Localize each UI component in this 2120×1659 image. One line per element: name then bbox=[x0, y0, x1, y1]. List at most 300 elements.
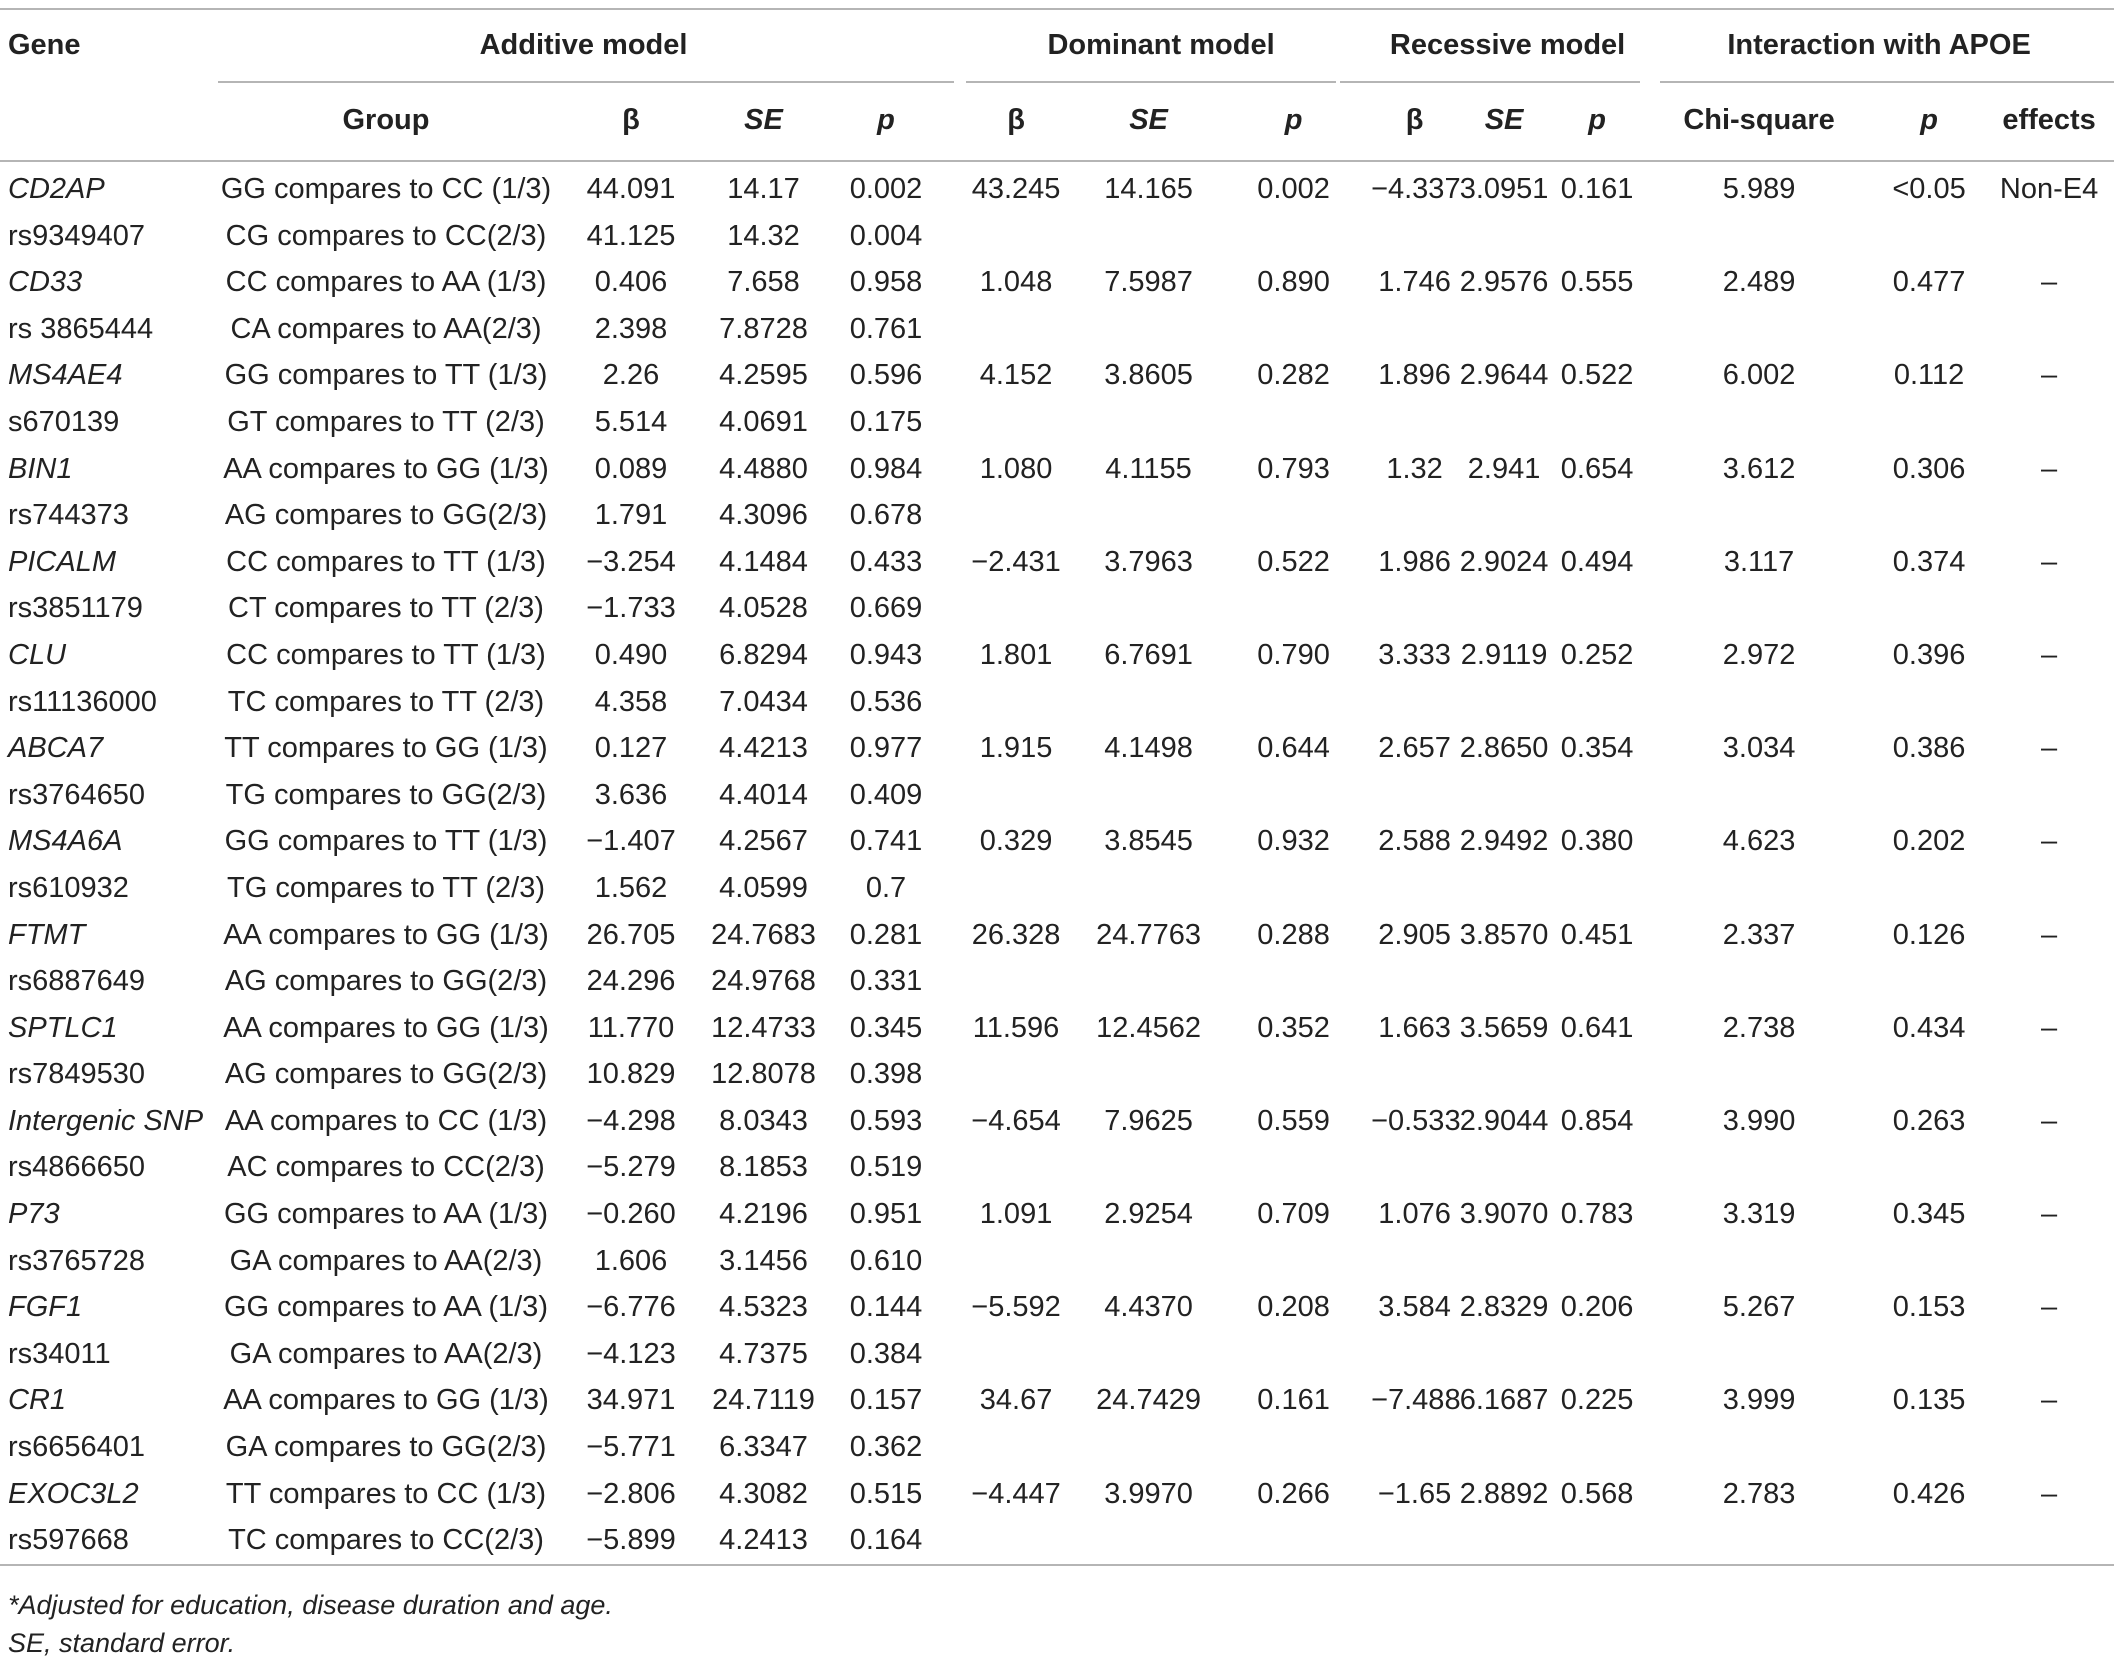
group-cell: TC compares to TT (2/3) bbox=[227, 685, 545, 718]
recessive-se-cell bbox=[1458, 1517, 1550, 1565]
additive-beta-cell: −4.298 bbox=[586, 1104, 676, 1137]
group-cell: GA compares to AA(2/3) bbox=[229, 1244, 543, 1277]
interaction-p-cell bbox=[1874, 772, 1984, 819]
dominant-p-cell: 0.208 bbox=[1257, 1291, 1330, 1324]
dominant-p-cell bbox=[1216, 1238, 1371, 1285]
table-row bbox=[0, 958, 2114, 1005]
dominant-se-cell bbox=[1081, 679, 1216, 726]
recessive-p-cell: 0.225 bbox=[1560, 1384, 1634, 1417]
dominant-se-cell: 2.9254 bbox=[1104, 1198, 1193, 1231]
additive-beta-cell: −2.806 bbox=[586, 1477, 676, 1510]
recessive-p-cell: 0.641 bbox=[1560, 1011, 1634, 1044]
table-row bbox=[0, 1005, 2114, 1052]
gene-subheader-blank bbox=[0, 80, 216, 161]
recessive-se-cell: 3.5659 bbox=[1459, 1011, 1549, 1044]
gene-cell: MS4A6A bbox=[8, 825, 123, 858]
chi-square-cell bbox=[1644, 865, 1874, 912]
additive-se-cell: 4.0528 bbox=[719, 592, 808, 625]
additive-se-cell: 24.7683 bbox=[711, 918, 816, 951]
recessive-beta-cell: 1.076 bbox=[1378, 1198, 1451, 1231]
gene-cell: FGF1 bbox=[8, 1291, 83, 1324]
effects-cell: – bbox=[2041, 545, 2058, 578]
gene-cell: rs744373 bbox=[8, 499, 129, 532]
additive-beta-cell: 5.514 bbox=[594, 405, 668, 438]
table-row bbox=[0, 306, 2114, 353]
dominant-se-cell: 24.7763 bbox=[1096, 918, 1201, 951]
group-cell: CG compares to CC(2/3) bbox=[225, 219, 547, 252]
additive-p-cell: 0.433 bbox=[849, 545, 923, 578]
additive-beta-cell: 2.26 bbox=[602, 359, 660, 392]
group-cell: TG compares to GG(2/3) bbox=[225, 778, 547, 811]
recessive-se-cell bbox=[1458, 1331, 1550, 1378]
dominant-beta-cell bbox=[951, 772, 1081, 819]
group-cell: GG compares to TT (1/3) bbox=[224, 359, 548, 392]
additive-beta-cell: −3.254 bbox=[586, 545, 676, 578]
group-cell: CC compares to TT (1/3) bbox=[226, 638, 546, 671]
chi-square-cell bbox=[1644, 399, 1874, 446]
interaction-p-cell bbox=[1874, 213, 1984, 260]
additive-group-rule bbox=[218, 81, 954, 83]
recessive-se-cell: 3.8570 bbox=[1459, 918, 1549, 951]
gene-cell: rs 3865444 bbox=[8, 312, 154, 345]
recessive-beta-cell bbox=[1371, 865, 1458, 912]
group-cell: TG compares to TT (2/3) bbox=[226, 871, 546, 904]
additive-beta-cell: 0.406 bbox=[594, 266, 668, 299]
additive-beta-header: β bbox=[556, 80, 706, 161]
effects-cell: – bbox=[2041, 1291, 2058, 1324]
dominant-beta-cell: 1.091 bbox=[979, 1198, 1053, 1231]
group-cell: GG compares to TT (1/3) bbox=[224, 825, 548, 858]
interaction-p-cell bbox=[1874, 306, 1984, 353]
recessive-p-cell bbox=[1550, 585, 1644, 632]
table-row bbox=[0, 492, 2114, 539]
recessive-se-cell: 2.8329 bbox=[1459, 1291, 1549, 1324]
recessive-se-cell bbox=[1458, 1424, 1550, 1471]
dominant-beta-cell bbox=[951, 1051, 1081, 1098]
interaction-p-cell bbox=[1874, 585, 1984, 632]
chi-square-cell bbox=[1644, 213, 1874, 260]
effects-cell bbox=[1984, 1051, 2114, 1098]
effects-cell bbox=[1984, 772, 2114, 819]
dominant-beta-cell bbox=[951, 1331, 1081, 1378]
dominant-se-cell: 12.4562 bbox=[1096, 1011, 1201, 1044]
recessive-se-cell bbox=[1458, 306, 1550, 353]
dominant-p-cell: 0.266 bbox=[1257, 1477, 1330, 1510]
chi-square-cell bbox=[1644, 492, 1874, 539]
dominant-beta-cell bbox=[951, 399, 1081, 446]
gene-header: Gene bbox=[8, 29, 81, 61]
dominant-p-cell bbox=[1216, 958, 1371, 1005]
additive-se-cell: 4.4880 bbox=[719, 452, 808, 485]
additive-beta-cell: 41.125 bbox=[586, 219, 676, 252]
recessive-p-cell bbox=[1550, 865, 1644, 912]
group-cell: TT compares to GG (1/3) bbox=[224, 732, 548, 765]
gene-cell: s670139 bbox=[8, 405, 120, 438]
recessive-se-cell bbox=[1458, 585, 1550, 632]
additive-se-cell: 7.0434 bbox=[719, 685, 808, 718]
effects-cell bbox=[1984, 1331, 2114, 1378]
recessive-p-cell: 0.354 bbox=[1560, 732, 1634, 765]
dominant-beta-cell bbox=[951, 213, 1081, 260]
recessive-beta-cell bbox=[1371, 958, 1458, 1005]
additive-se-cell: 6.8294 bbox=[719, 638, 808, 671]
dominant-se-cell bbox=[1081, 772, 1216, 819]
dominant-beta-cell: 1.080 bbox=[979, 452, 1053, 485]
effects-cell: – bbox=[2041, 918, 2058, 951]
additive-p-cell: 0.741 bbox=[849, 825, 923, 858]
additive-p-cell: 0.331 bbox=[849, 965, 923, 998]
dominant-se-cell: 4.4370 bbox=[1104, 1291, 1193, 1324]
group-cell: GA compares to GG(2/3) bbox=[225, 1431, 547, 1464]
group-cell: CA compares to AA(2/3) bbox=[230, 312, 542, 345]
effects-cell: – bbox=[2041, 732, 2058, 765]
recessive-beta-cell: 1.663 bbox=[1378, 1011, 1451, 1044]
chi-square-cell: 2.337 bbox=[1722, 918, 1796, 951]
interaction-p-cell: 0.386 bbox=[1892, 732, 1966, 765]
additive-se-cell: 3.1456 bbox=[719, 1244, 808, 1277]
recessive-beta-cell: 3.333 bbox=[1378, 638, 1451, 671]
additive-se-cell: 4.2567 bbox=[719, 825, 808, 858]
additive-p-cell: 0.984 bbox=[849, 452, 923, 485]
dominant-se-cell bbox=[1081, 492, 1216, 539]
gene-cell: rs3764650 bbox=[8, 778, 146, 811]
recessive-se-cell bbox=[1458, 772, 1550, 819]
recessive-se-cell bbox=[1458, 958, 1550, 1005]
recessive-group-rule bbox=[1340, 81, 1640, 83]
chi-square-cell: 3.999 bbox=[1722, 1384, 1796, 1417]
recessive-se-cell bbox=[1458, 1238, 1550, 1285]
interaction-p-cell bbox=[1874, 1331, 1984, 1378]
interaction-p-cell: 0.306 bbox=[1892, 452, 1966, 485]
chi-square-cell: 2.972 bbox=[1722, 638, 1796, 671]
table-row bbox=[0, 1331, 2114, 1378]
additive-p-cell: 0.175 bbox=[849, 405, 923, 438]
effects-cell bbox=[1984, 1424, 2114, 1471]
recessive-beta-cell bbox=[1371, 213, 1458, 260]
additive-beta-cell: 44.091 bbox=[586, 173, 676, 205]
chi-square-cell: 2.489 bbox=[1722, 266, 1796, 299]
effects-cell: – bbox=[2041, 1384, 2058, 1417]
interaction-p-cell bbox=[1874, 865, 1984, 912]
chi-square-cell: 3.117 bbox=[1723, 545, 1795, 578]
dominant-p-cell: 0.002 bbox=[1257, 173, 1330, 205]
gene-cell: rs34011 bbox=[8, 1337, 111, 1370]
dominant-se-cell: 14.165 bbox=[1104, 173, 1193, 205]
interaction-p-cell bbox=[1874, 1144, 1984, 1191]
additive-se-cell: 7.658 bbox=[727, 266, 800, 299]
dominant-p-cell: 0.282 bbox=[1257, 359, 1330, 392]
additive-beta-cell: 0.089 bbox=[594, 452, 668, 485]
group-cell: AA compares to GG (1/3) bbox=[223, 452, 549, 485]
chi-square-cell: 3.034 bbox=[1722, 732, 1796, 765]
dominant-beta-cell bbox=[951, 1238, 1081, 1285]
interaction-p-cell bbox=[1874, 1238, 1984, 1285]
effects-cell bbox=[1984, 492, 2114, 539]
interaction-p-cell: 0.426 bbox=[1892, 1477, 1966, 1510]
effects-cell: – bbox=[2041, 1477, 2058, 1510]
interaction-p-cell bbox=[1874, 1051, 1984, 1098]
gene-cell: SPTLC1 bbox=[8, 1011, 118, 1044]
effects-cell bbox=[1984, 306, 2114, 353]
table-row bbox=[0, 1284, 2114, 1331]
additive-beta-cell: 34.971 bbox=[586, 1384, 676, 1417]
header-row-groups bbox=[0, 9, 2114, 80]
group-cell: GT compares to TT (2/3) bbox=[227, 405, 545, 438]
effects-cell: Non-E4 bbox=[1999, 173, 2099, 205]
chi-square-cell: 2.783 bbox=[1722, 1477, 1796, 1510]
table-row bbox=[0, 725, 2114, 772]
dominant-p-cell: 0.288 bbox=[1257, 918, 1330, 951]
additive-se-header: SE bbox=[706, 80, 821, 161]
additive-se-cell: 4.2196 bbox=[719, 1198, 808, 1231]
recessive-beta-cell bbox=[1371, 585, 1458, 632]
table-row bbox=[0, 1238, 2114, 1285]
recessive-se-cell: 2.9044 bbox=[1459, 1104, 1549, 1137]
effects-cell: – bbox=[2041, 266, 2058, 299]
dominant-beta-header: β bbox=[951, 80, 1081, 161]
additive-beta-cell: 24.296 bbox=[586, 965, 676, 998]
additive-se-cell: 4.7375 bbox=[719, 1337, 808, 1370]
additive-beta-cell: −4.123 bbox=[586, 1337, 676, 1370]
dominant-se-cell bbox=[1081, 865, 1216, 912]
table-row bbox=[0, 1517, 2114, 1565]
recessive-p-cell bbox=[1550, 1238, 1644, 1285]
gene-cell: rs6887649 bbox=[8, 965, 146, 998]
dominant-beta-cell bbox=[951, 306, 1081, 353]
chi-square-cell bbox=[1644, 679, 1874, 726]
chi-square-cell bbox=[1644, 585, 1874, 632]
additive-se-cell: 7.8728 bbox=[719, 312, 808, 345]
recessive-p-cell bbox=[1550, 1051, 1644, 1098]
recessive-se-cell: 2.9024 bbox=[1459, 545, 1549, 578]
additive-p-cell: 0.164 bbox=[821, 1517, 951, 1565]
dominant-p-cell: 0.522 bbox=[1257, 545, 1330, 578]
dominant-se-cell: 4.1155 bbox=[1105, 452, 1192, 485]
effects-cell bbox=[1984, 585, 2114, 632]
group-cell: AA compares to GG (1/3) bbox=[223, 1011, 549, 1044]
group-cell: TC compares to CC(2/3) bbox=[216, 1517, 556, 1565]
interaction-p-header: p bbox=[1874, 80, 1984, 161]
dominant-se-cell bbox=[1081, 1424, 1216, 1471]
additive-se-cell: 8.0343 bbox=[719, 1104, 808, 1137]
dominant-p-cell bbox=[1216, 865, 1371, 912]
gene-cell: rs3765728 bbox=[8, 1244, 146, 1277]
recessive-beta-cell bbox=[1371, 492, 1458, 539]
chi-square-cell bbox=[1644, 772, 1874, 819]
additive-p-cell: 0.519 bbox=[849, 1151, 923, 1184]
recessive-beta-header: β bbox=[1371, 80, 1458, 161]
dominant-beta-cell bbox=[951, 958, 1081, 1005]
recessive-se-cell: 2.8650 bbox=[1459, 732, 1549, 765]
effects-cell bbox=[1984, 958, 2114, 1005]
recessive-beta-cell: 2.588 bbox=[1378, 825, 1451, 858]
gene-cell: rs610932 bbox=[8, 871, 129, 904]
recessive-beta-cell bbox=[1371, 1331, 1458, 1378]
table-row bbox=[0, 352, 2114, 399]
gene-cell: ABCA7 bbox=[8, 732, 104, 765]
recessive-se-cell bbox=[1458, 492, 1550, 539]
additive-model-header: Additive model bbox=[479, 29, 688, 61]
dominant-beta-cell: 43.245 bbox=[971, 173, 1061, 205]
dominant-p-cell bbox=[1216, 492, 1371, 539]
additive-beta-cell: 1.606 bbox=[594, 1244, 668, 1277]
table-row bbox=[0, 1424, 2114, 1471]
dominant-se-cell: 6.7691 bbox=[1104, 638, 1193, 671]
recessive-beta-cell bbox=[1371, 1144, 1458, 1191]
chi-square-cell: 3.612 bbox=[1722, 452, 1796, 485]
dominant-beta-cell: 26.328 bbox=[971, 918, 1061, 951]
dominant-p-cell bbox=[1216, 306, 1371, 353]
gene-cell: rs9349407 bbox=[8, 219, 146, 252]
chi-square-cell bbox=[1644, 1144, 1874, 1191]
recessive-beta-cell bbox=[1371, 1424, 1458, 1471]
dominant-se-cell bbox=[1081, 585, 1216, 632]
table-row bbox=[0, 399, 2114, 446]
additive-beta-cell: 2.398 bbox=[594, 312, 668, 345]
recessive-beta-cell bbox=[1371, 306, 1458, 353]
chi-square-cell: 3.990 bbox=[1722, 1104, 1796, 1137]
gene-cell: Intergenic SNP bbox=[8, 1104, 204, 1137]
recessive-p-cell: 0.568 bbox=[1560, 1477, 1634, 1510]
additive-beta-cell: 0.490 bbox=[594, 638, 668, 671]
recessive-beta-cell: 1.32 bbox=[1386, 452, 1443, 485]
additive-beta-cell: −0.260 bbox=[586, 1198, 676, 1231]
table-row bbox=[0, 1377, 2114, 1424]
additive-beta-cell: 4.358 bbox=[594, 685, 668, 718]
effects-cell bbox=[1984, 865, 2114, 912]
additive-p-cell: 0.002 bbox=[849, 173, 923, 205]
additive-p-cell: 0.669 bbox=[849, 592, 923, 625]
group-cell: AG compares to GG(2/3) bbox=[224, 1058, 548, 1091]
dominant-p-cell bbox=[1216, 399, 1371, 446]
dominant-se-cell: 7.9625 bbox=[1104, 1104, 1193, 1137]
recessive-beta-cell: −7.488 bbox=[1371, 1384, 1461, 1417]
effects-cell bbox=[1984, 1238, 2114, 1285]
chi-square-cell bbox=[1644, 1517, 1874, 1565]
additive-se-cell: 8.1853 bbox=[719, 1151, 808, 1184]
dominant-se-cell: 7.5987 bbox=[1104, 266, 1193, 299]
group-cell: AA compares to GG (1/3) bbox=[223, 1384, 549, 1417]
additive-p-cell: 0.157 bbox=[849, 1384, 923, 1417]
chi-square-cell: 4.623 bbox=[1722, 825, 1796, 858]
dominant-se-cell bbox=[1081, 1051, 1216, 1098]
interaction-p-cell: 0.434 bbox=[1892, 1011, 1966, 1044]
gene-cell: PICALM bbox=[8, 545, 116, 578]
interaction-p-cell: 0.153 bbox=[1892, 1291, 1966, 1324]
interaction-group-rule bbox=[1660, 81, 2114, 83]
dominant-p-cell: 0.644 bbox=[1257, 732, 1330, 765]
recessive-beta-cell: 2.657 bbox=[1378, 732, 1451, 765]
chi-square-cell: 2.738 bbox=[1722, 1011, 1796, 1044]
additive-se-cell: 4.5323 bbox=[719, 1291, 808, 1324]
gene-cell: CLU bbox=[8, 638, 67, 671]
additive-p-cell: 0.409 bbox=[849, 778, 923, 811]
dominant-beta-cell: −4.654 bbox=[971, 1104, 1061, 1137]
dominant-se-cell: 24.7429 bbox=[1096, 1384, 1201, 1417]
gene-cell: BIN1 bbox=[8, 452, 73, 485]
dominant-se-cell bbox=[1081, 399, 1216, 446]
gene-cell: EXOC3L2 bbox=[8, 1477, 139, 1510]
recessive-p-cell: 0.555 bbox=[1560, 266, 1634, 299]
additive-se-cell: 24.9768 bbox=[711, 965, 816, 998]
table-row bbox=[0, 1051, 2114, 1098]
additive-se-cell: 4.2595 bbox=[719, 359, 808, 392]
recessive-se-cell: 2.9119 bbox=[1460, 638, 1548, 671]
interaction-p-cell: 0.396 bbox=[1892, 638, 1966, 671]
additive-beta-cell: −1.733 bbox=[586, 592, 676, 625]
additive-p-cell: 0.384 bbox=[849, 1337, 923, 1370]
additive-beta-cell: 0.127 bbox=[594, 732, 668, 765]
group-cell: GG compares to AA (1/3) bbox=[224, 1291, 548, 1324]
additive-se-cell: 4.4213 bbox=[719, 732, 808, 765]
recessive-beta-cell: 1.986 bbox=[1378, 545, 1451, 578]
dominant-beta-cell: −4.447 bbox=[971, 1477, 1061, 1510]
effects-cell bbox=[1984, 679, 2114, 726]
chi-square-cell bbox=[1644, 1331, 1874, 1378]
table-body bbox=[0, 161, 2114, 1565]
gene-cell: CR1 bbox=[8, 1384, 67, 1417]
table-row bbox=[0, 1191, 2114, 1238]
group-cell: AG compares to GG(2/3) bbox=[224, 499, 548, 532]
chi-square-cell bbox=[1644, 1051, 1874, 1098]
results-table bbox=[0, 8, 2114, 1566]
additive-se-cell: 14.32 bbox=[727, 219, 800, 252]
additive-p-cell: 0.958 bbox=[849, 266, 923, 299]
dominant-beta-cell bbox=[951, 585, 1081, 632]
gene-cell: rs6656401 bbox=[8, 1431, 146, 1464]
recessive-se-cell bbox=[1458, 1144, 1550, 1191]
chi-square-cell: 6.002 bbox=[1722, 359, 1796, 392]
recessive-p-cell bbox=[1550, 399, 1644, 446]
additive-se-cell: 4.4014 bbox=[719, 778, 808, 811]
additive-p-cell: 0.7 bbox=[865, 871, 907, 904]
recessive-p-cell: 0.783 bbox=[1560, 1198, 1634, 1231]
dominant-beta-cell bbox=[951, 1517, 1081, 1565]
dominant-beta-cell bbox=[951, 865, 1081, 912]
dominant-p-cell: 0.709 bbox=[1257, 1198, 1330, 1231]
dominant-p-cell bbox=[1216, 1424, 1371, 1471]
dominant-p-cell bbox=[1216, 1051, 1371, 1098]
gene-cell: CD2AP bbox=[8, 173, 105, 205]
dominant-se-cell bbox=[1081, 1331, 1216, 1378]
additive-p-cell: 0.362 bbox=[849, 1431, 923, 1464]
table-row bbox=[0, 679, 2114, 726]
additive-p-cell: 0.593 bbox=[849, 1104, 923, 1137]
recessive-model-header: Recessive model bbox=[1389, 29, 1626, 61]
interaction-p-cell: 0.135 bbox=[1892, 1384, 1966, 1417]
additive-se-cell: 4.0599 bbox=[719, 871, 808, 904]
table-row bbox=[0, 865, 2114, 912]
dominant-p-cell bbox=[1216, 1331, 1371, 1378]
dominant-se-cell: 4.1498 bbox=[1104, 732, 1193, 765]
interaction-p-cell: 0.126 bbox=[1892, 918, 1966, 951]
dominant-group-rule bbox=[966, 81, 1336, 83]
chi-square-cell bbox=[1644, 1238, 1874, 1285]
footnote-adjusted: *Adjusted for education, disease duration and age. bbox=[8, 1590, 613, 1620]
additive-se-cell: 14.17 bbox=[727, 173, 800, 205]
additive-beta-cell: 3.636 bbox=[594, 778, 668, 811]
additive-p-cell: 0.398 bbox=[849, 1058, 923, 1091]
chi-square-cell bbox=[1644, 958, 1874, 1005]
group-cell: CC compares to AA (1/3) bbox=[225, 266, 547, 299]
dominant-p-cell: 0.793 bbox=[1257, 452, 1330, 485]
recessive-beta-cell: 1.896 bbox=[1378, 359, 1451, 392]
additive-p-cell: 0.943 bbox=[849, 638, 923, 671]
recessive-p-cell bbox=[1550, 1144, 1644, 1191]
dominant-se-cell bbox=[1081, 213, 1216, 260]
group-cell: AG compares to GG(2/3) bbox=[224, 965, 548, 998]
dominant-p-cell: 0.161 bbox=[1257, 1384, 1330, 1417]
